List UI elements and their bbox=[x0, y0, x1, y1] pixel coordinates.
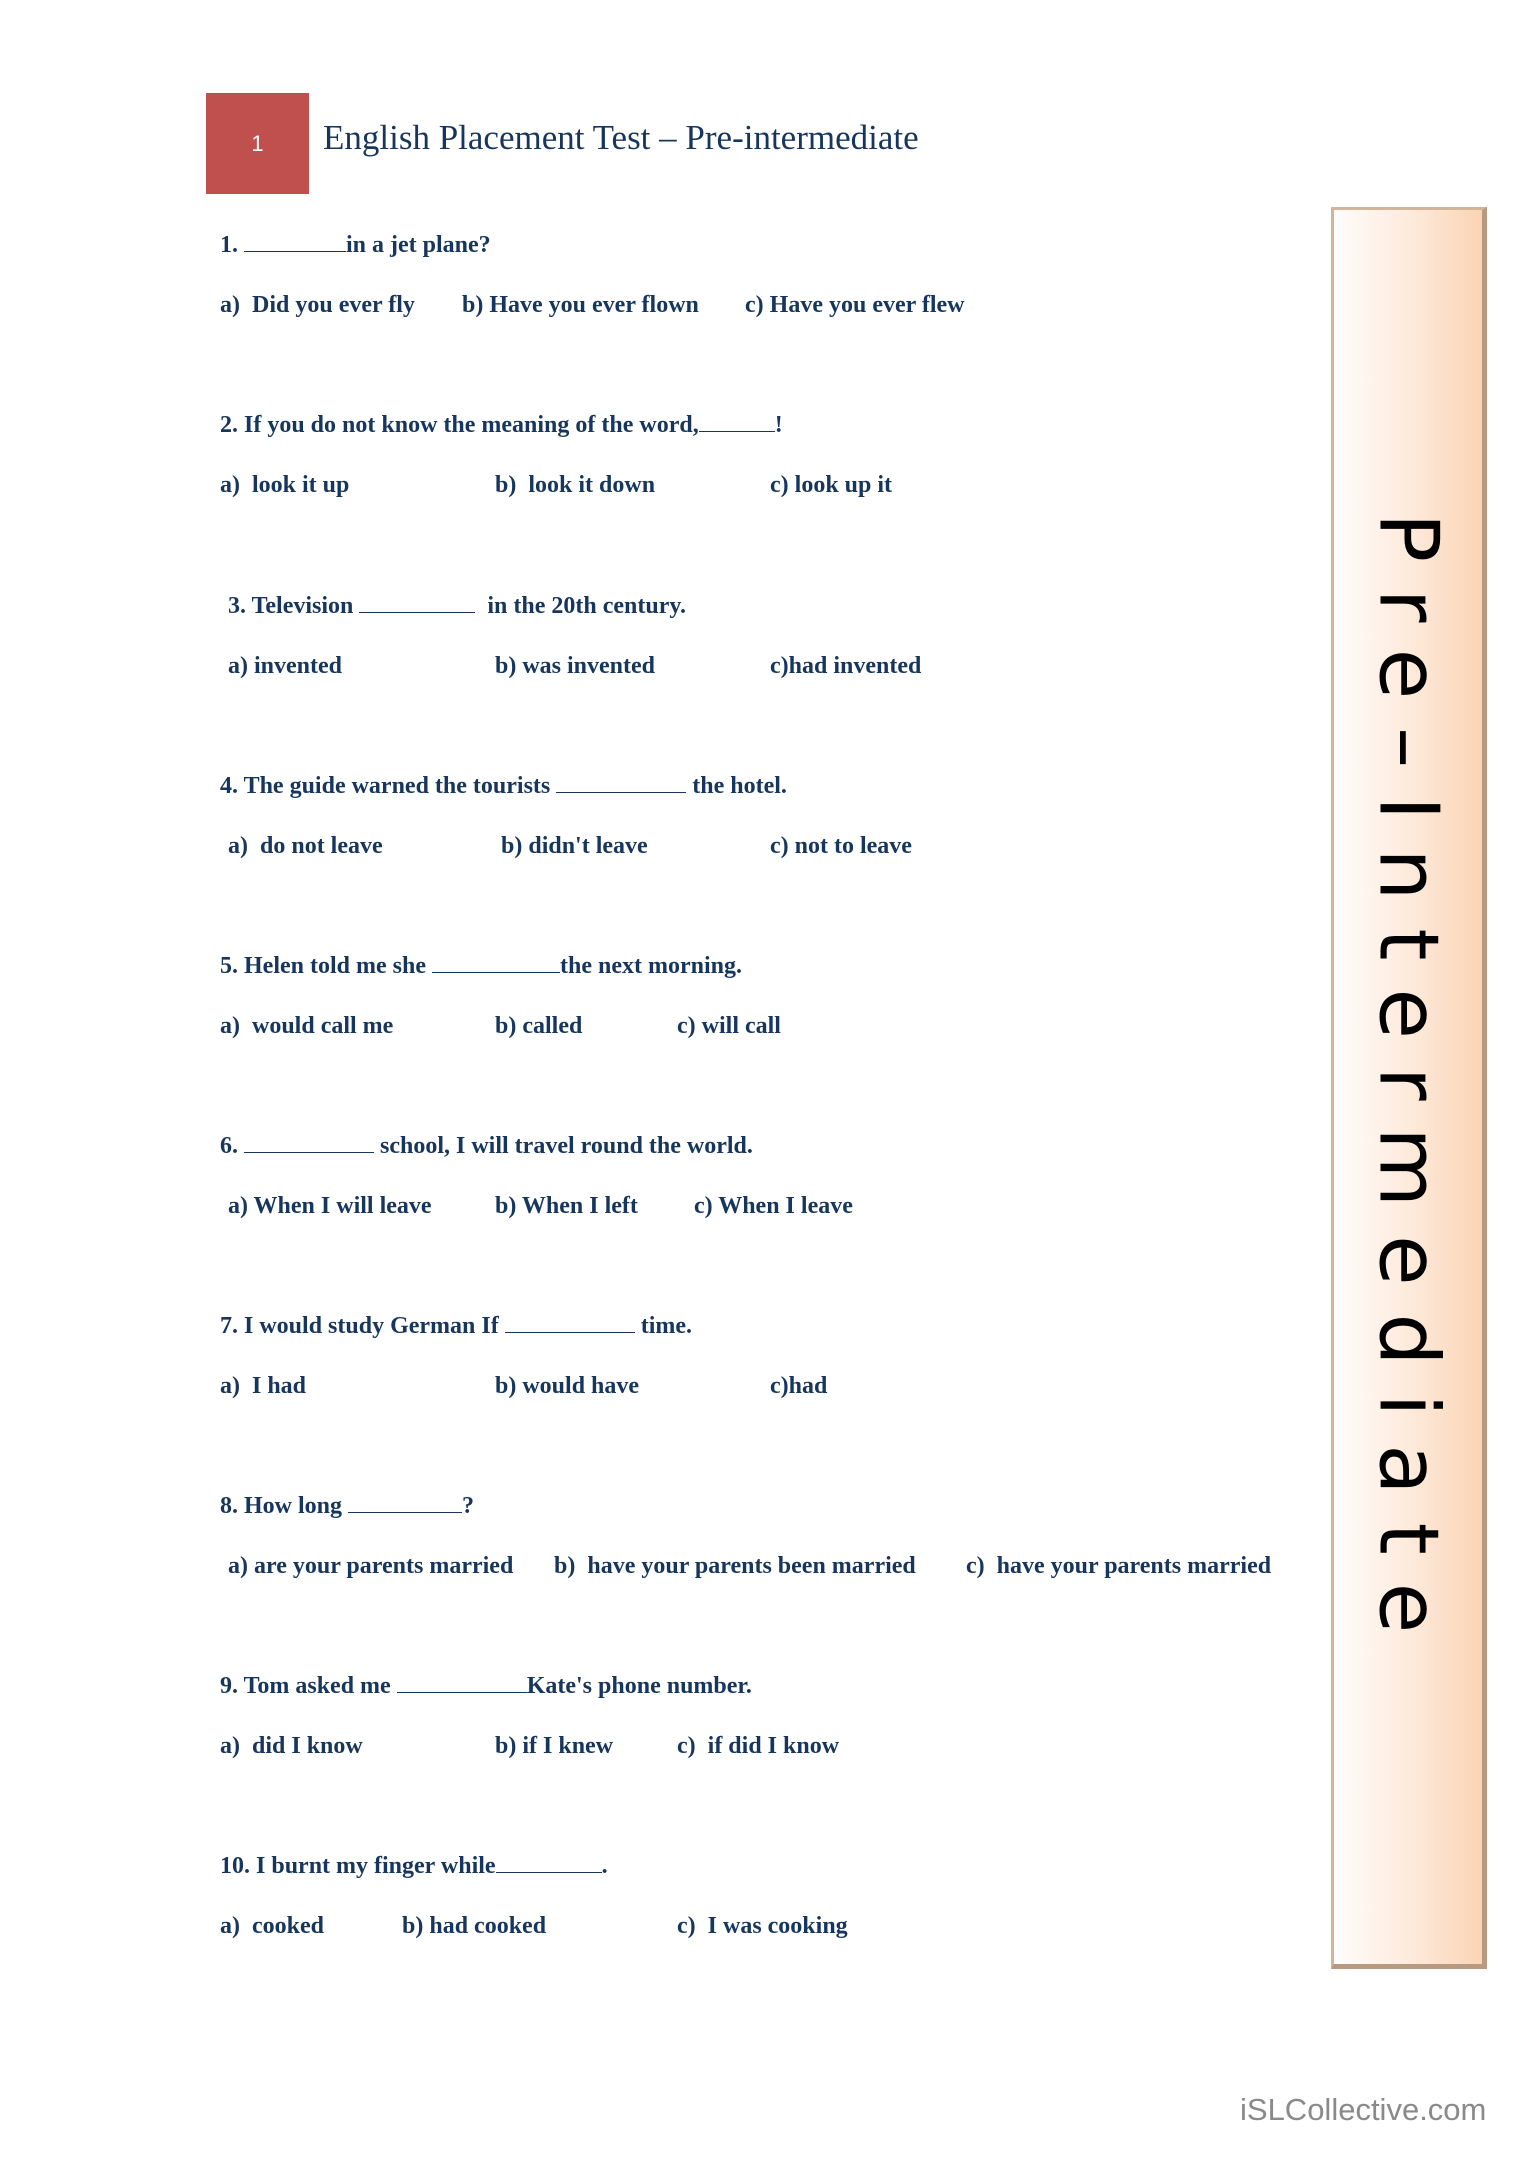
question-stem bbox=[220, 1129, 753, 1163]
answer-blank[interactable] bbox=[244, 229, 346, 252]
page-number-box bbox=[206, 93, 309, 194]
stem-text-before: 7. I would study German If bbox=[220, 1313, 505, 1339]
stem-text-before: 8. How long bbox=[220, 1493, 349, 1519]
question-stem bbox=[220, 949, 742, 983]
option-c[interactable]: c) When I leave bbox=[694, 1193, 853, 1219]
question-stem bbox=[220, 228, 491, 262]
options-row bbox=[220, 1729, 840, 1763]
stem-text-before: 6. bbox=[220, 1133, 244, 1159]
stem-text-after: . bbox=[601, 1853, 608, 1879]
option-a[interactable]: a) When I will leave bbox=[228, 1193, 432, 1219]
option-b[interactable]: b) Have you ever flown bbox=[462, 292, 699, 318]
option-a[interactable]: a) cooked bbox=[220, 1913, 324, 1939]
stem-text-after: time. bbox=[634, 1313, 693, 1339]
option-b[interactable]: b) had cooked bbox=[402, 1913, 547, 1939]
options-row bbox=[220, 1549, 1272, 1583]
stem-text-before: 2. If you do not know the meaning of the word, bbox=[220, 412, 699, 438]
option-b[interactable]: b) look it down bbox=[495, 472, 656, 498]
stem-text-before: 9. Tom asked me bbox=[220, 1673, 397, 1699]
stem-text-before: 4. The guide warned the tourists bbox=[220, 773, 557, 799]
option-b[interactable]: b) called bbox=[495, 1013, 583, 1039]
answer-blank[interactable] bbox=[505, 1310, 635, 1333]
stem-text-after: Kate's phone number. bbox=[526, 1673, 752, 1699]
option-a[interactable]: a) I had bbox=[220, 1373, 307, 1399]
watermark: iSLCollective.com bbox=[1240, 2092, 1487, 2127]
options-row bbox=[220, 468, 893, 502]
answer-blank[interactable] bbox=[556, 770, 686, 793]
question-stem bbox=[220, 769, 787, 803]
stem-text-after: ! bbox=[774, 412, 783, 438]
option-c[interactable]: c)had invented bbox=[770, 653, 922, 679]
stem-text-before: 5. Helen told me she bbox=[220, 953, 432, 979]
question-1 bbox=[220, 228, 965, 322]
options-row bbox=[228, 649, 922, 683]
option-c[interactable]: c) if did I know bbox=[677, 1733, 840, 1759]
option-b[interactable]: b) didn't leave bbox=[501, 833, 648, 859]
question-stem bbox=[228, 589, 686, 623]
answer-blank[interactable] bbox=[397, 1670, 527, 1693]
question-5 bbox=[220, 949, 781, 1043]
answer-blank[interactable] bbox=[348, 1490, 462, 1513]
document-title: English Placement Test – Pre-intermediate bbox=[323, 118, 919, 157]
option-a[interactable]: a) look it up bbox=[220, 472, 350, 498]
stem-text-before: 1. bbox=[220, 232, 244, 258]
question-9 bbox=[220, 1669, 840, 1763]
answer-blank[interactable] bbox=[432, 950, 560, 973]
stem-text-before: 3. Television bbox=[228, 593, 360, 619]
question-8 bbox=[220, 1489, 1272, 1583]
options-row bbox=[220, 288, 965, 322]
option-b[interactable]: b) was invented bbox=[495, 653, 656, 679]
stem-text-before: 10. I burnt my finger while bbox=[220, 1853, 496, 1879]
option-a[interactable]: a) did I know bbox=[220, 1733, 363, 1759]
side-banner-text: Pre–Intermediate bbox=[1360, 512, 1456, 1662]
question-stem bbox=[220, 1489, 474, 1523]
answer-blank[interactable] bbox=[359, 590, 475, 613]
stem-text-after: the next morning. bbox=[559, 953, 742, 979]
stem-text-after: the hotel. bbox=[686, 773, 787, 799]
question-7 bbox=[220, 1309, 828, 1403]
options-row bbox=[220, 1009, 781, 1043]
question-stem bbox=[220, 408, 783, 442]
question-10 bbox=[220, 1849, 848, 1943]
question-6 bbox=[220, 1129, 853, 1223]
stem-text-after: in a jet plane? bbox=[346, 232, 491, 258]
option-b[interactable]: b) When I left bbox=[495, 1193, 638, 1219]
option-c[interactable]: c)had bbox=[770, 1373, 828, 1399]
option-b[interactable]: b) if I knew bbox=[495, 1733, 614, 1759]
answer-blank[interactable] bbox=[699, 409, 775, 432]
question-3 bbox=[228, 589, 922, 683]
option-c[interactable]: c) not to leave bbox=[770, 833, 912, 859]
option-a[interactable]: a) do not leave bbox=[228, 833, 383, 859]
question-2 bbox=[220, 408, 893, 502]
question-stem bbox=[220, 1849, 608, 1883]
side-banner bbox=[1331, 207, 1487, 1969]
page-number: 1 bbox=[251, 130, 264, 156]
option-a[interactable]: a) are your parents married bbox=[228, 1553, 514, 1579]
options-row bbox=[220, 1369, 828, 1403]
option-b[interactable]: b) would have bbox=[495, 1373, 640, 1399]
option-c[interactable]: c) Have you ever flew bbox=[745, 292, 965, 318]
option-c[interactable]: c) look up it bbox=[770, 472, 893, 498]
option-c[interactable]: c) have your parents married bbox=[966, 1553, 1272, 1579]
option-a[interactable]: a) invented bbox=[228, 653, 342, 679]
option-b[interactable]: b) have your parents been married bbox=[554, 1553, 916, 1579]
question-stem bbox=[220, 1669, 752, 1703]
option-c[interactable]: c) I was cooking bbox=[677, 1913, 848, 1939]
question-4 bbox=[220, 769, 912, 863]
option-c[interactable]: c) will call bbox=[677, 1013, 781, 1039]
option-a[interactable]: a) Did you ever fly bbox=[220, 292, 415, 318]
stem-text-after: in the 20th century. bbox=[475, 593, 687, 619]
answer-blank[interactable] bbox=[244, 1130, 374, 1153]
question-stem bbox=[220, 1309, 692, 1343]
options-row bbox=[220, 1909, 848, 1943]
stem-text-after: school, I will travel round the world. bbox=[374, 1133, 753, 1159]
options-row bbox=[220, 829, 912, 863]
answer-blank[interactable] bbox=[496, 1850, 602, 1873]
options-row bbox=[220, 1189, 853, 1223]
option-a[interactable]: a) would call me bbox=[220, 1013, 394, 1039]
stem-text-after: ? bbox=[462, 1493, 475, 1519]
